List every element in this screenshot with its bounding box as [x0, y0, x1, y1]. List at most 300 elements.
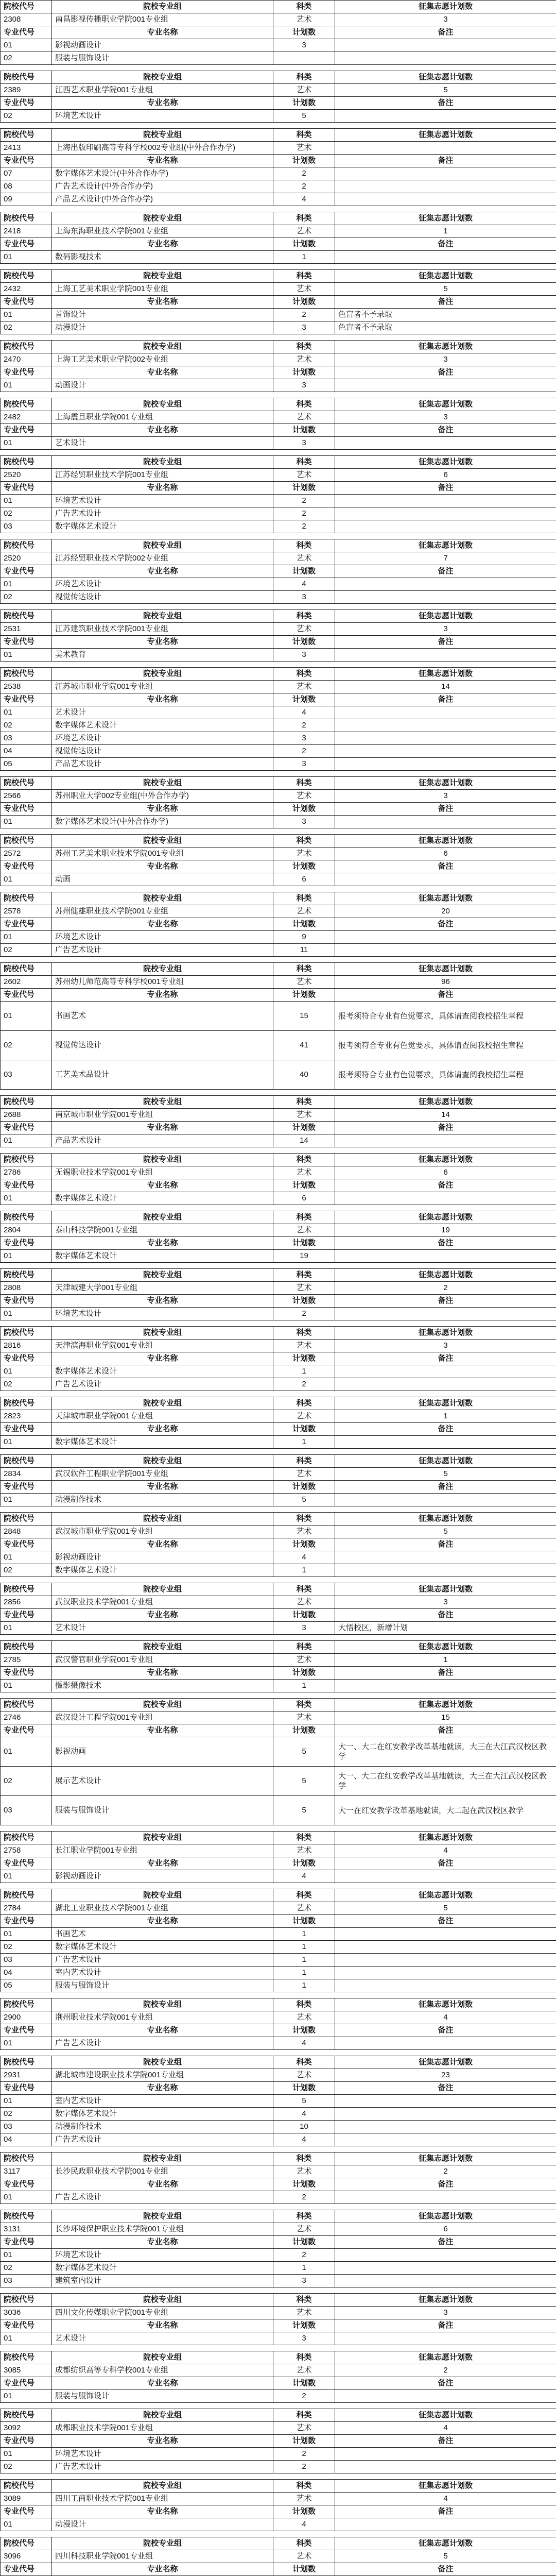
school-plan-total: 6 [335, 2223, 556, 2236]
major-code: 08 [1, 180, 52, 193]
col-header-school-group: 院校专业组 [52, 1327, 273, 1340]
school-code: 2389 [1, 84, 52, 97]
school-code: 3117 [1, 2165, 52, 2178]
school-category: 艺术 [273, 1711, 335, 1724]
major-plan-count: 3 [273, 39, 335, 52]
major-code: 01 [1, 1622, 52, 1635]
school-row [1, 790, 556, 803]
major-row [1, 1979, 556, 1992]
col-header-category: 科类 [273, 835, 335, 848]
school-table [0, 2537, 556, 2576]
col-header-major-code: 专业代号 [1, 424, 52, 437]
col-header-note: 备注 [335, 636, 556, 649]
major-code: 02 [1, 52, 52, 65]
major-row [1, 321, 556, 334]
col-header-school-code: 院校代号 [1, 668, 52, 681]
school-category: 艺术 [273, 1410, 335, 1423]
col-header-plan-total: 征集志愿计划数 [335, 1513, 556, 1526]
col-header-plan-total: 征集志愿计划数 [335, 2409, 556, 2422]
major-plan-count: 40 [273, 1060, 335, 1090]
major-header-row [1, 366, 556, 379]
major-row [1, 1870, 556, 1883]
col-header-category: 科类 [273, 1269, 335, 1282]
major-name: 室内艺术设计 [52, 2095, 273, 2108]
col-header-plan-count: 计划数 [273, 1352, 335, 1365]
col-header-category: 科类 [273, 2537, 335, 2550]
major-plan-count: 1 [273, 1564, 335, 1577]
school-row [1, 283, 556, 296]
col-header-major-name: 专业名称 [52, 1538, 273, 1551]
school-header-row [1, 2056, 556, 2069]
major-row [1, 2191, 556, 2204]
school-block [0, 2293, 556, 2345]
major-code: 03 [1, 2121, 52, 2133]
major-note: 大一、大二在红安教学改革基地就读，大三在大江武汉校区教学 [335, 1767, 556, 1796]
major-header-row [1, 860, 556, 873]
school-group-name: 四川科技职业学院001专业组 [52, 2550, 273, 2563]
major-note [335, 2461, 556, 2473]
major-row [1, 507, 556, 520]
school-row [1, 1654, 556, 1667]
major-plan-count: 3 [273, 2332, 335, 2345]
major-name: 产品艺术设计 [52, 758, 273, 771]
col-header-category: 科类 [273, 1397, 335, 1410]
col-header-school-code: 院校代号 [1, 1583, 52, 1596]
major-plan-count: 2 [273, 2390, 335, 2403]
col-header-school-group: 院校专业组 [52, 1, 273, 13]
major-code: 02 [1, 1031, 52, 1060]
major-note [335, 2262, 556, 2275]
col-header-major-code: 专业代号 [1, 2563, 52, 2576]
col-header-school-group: 院校专业组 [52, 1154, 273, 1166]
school-category: 艺术 [273, 2223, 335, 2236]
major-row [1, 309, 556, 321]
school-block [0, 455, 556, 533]
school-code: 2848 [1, 1526, 52, 1538]
school-group-name: 苏州工艺美术职业技术学院001专业组 [52, 848, 273, 860]
col-header-note: 备注 [335, 1609, 556, 1622]
major-note [335, 1941, 556, 1954]
major-header-row [1, 1481, 556, 1494]
major-name: 艺术设计 [52, 2332, 273, 2345]
school-block [0, 1211, 556, 1263]
major-row [1, 1737, 556, 1767]
col-header-school-code: 院校代号 [1, 1096, 52, 1109]
major-note: 报考须符合专业有色觉要求，具体请查阅我校招生章程 [335, 1031, 556, 1060]
school-table [0, 455, 556, 533]
col-header-plan-count: 计划数 [273, 1857, 335, 1870]
col-header-category: 科类 [273, 1583, 335, 1596]
major-header-row [1, 424, 556, 437]
col-header-category: 科类 [273, 1327, 335, 1340]
major-row [1, 1494, 556, 1506]
col-header-plan-count: 计划数 [273, 424, 335, 437]
col-header-plan-count: 计划数 [273, 2563, 335, 2576]
school-row [1, 1166, 556, 1179]
school-block [0, 776, 556, 828]
school-code: 2688 [1, 1109, 52, 1122]
school-category: 艺术 [273, 2069, 335, 2082]
major-note [335, 732, 556, 745]
school-category: 艺术 [273, 2493, 335, 2505]
major-row [1, 1622, 556, 1635]
school-row [1, 681, 556, 693]
school-category: 艺术 [273, 848, 335, 860]
col-header-school-group: 院校专业组 [52, 1998, 273, 2011]
col-header-school-code: 院校代号 [1, 2480, 52, 2493]
school-header-row [1, 1583, 556, 1596]
school-header-row [1, 1327, 556, 1340]
school-code: 2520 [1, 552, 52, 565]
col-header-school-code: 院校代号 [1, 835, 52, 848]
col-header-school-group: 院校专业组 [52, 1583, 273, 1596]
school-block [0, 1831, 556, 1883]
col-header-plan-count: 计划数 [273, 1609, 335, 1622]
col-header-note: 备注 [335, 565, 556, 578]
major-row [1, 379, 556, 392]
col-header-school-group: 院校专业组 [52, 71, 273, 84]
school-plan-total: 14 [335, 1109, 556, 1122]
col-header-school-group: 院校专业组 [52, 892, 273, 905]
school-row [1, 848, 556, 860]
major-note [335, 1494, 556, 1506]
col-header-major-name: 专业名称 [52, 1122, 273, 1134]
school-header-row [1, 1832, 556, 1844]
major-row [1, 649, 556, 662]
school-plan-total: 2 [335, 1282, 556, 1295]
major-row [1, 1365, 556, 1378]
col-header-school-code: 院校代号 [1, 1211, 52, 1224]
school-plan-total: 3 [335, 353, 556, 366]
school-table [0, 1831, 556, 1883]
major-plan-count: 2 [273, 309, 335, 321]
major-code: 05 [1, 1979, 52, 1992]
col-header-plan-total: 征集志愿计划数 [335, 456, 556, 469]
major-header-row [1, 2377, 556, 2390]
major-note [335, 706, 556, 719]
col-header-major-name: 专业名称 [52, 1724, 273, 1737]
school-group-name: 上海震旦职业学院001专业组 [52, 411, 273, 424]
col-header-school-code: 院校代号 [1, 398, 52, 411]
school-group-name: 江苏经贸职业技术学院001专业组 [52, 469, 273, 482]
col-header-category: 科类 [273, 2056, 335, 2069]
school-code: 2834 [1, 1468, 52, 1481]
major-plan-count: 5 [273, 1796, 335, 1825]
col-header-note: 备注 [335, 1179, 556, 1192]
col-header-school-group: 院校专业组 [52, 610, 273, 623]
col-header-plan-total: 征集志愿计划数 [335, 539, 556, 552]
school-block [0, 609, 556, 662]
school-category: 艺术 [273, 1282, 335, 1295]
school-category: 艺术 [273, 1844, 335, 1857]
school-header-row [1, 2409, 556, 2422]
major-plan-count: 5 [273, 110, 335, 123]
col-header-major-name: 专业名称 [52, 565, 273, 578]
school-block [0, 269, 556, 334]
major-header-row [1, 482, 556, 495]
major-code: 03 [1, 1060, 52, 1090]
major-plan-count: 5 [273, 1737, 335, 1767]
col-header-plan-total: 征集志愿计划数 [335, 129, 556, 142]
col-header-category: 科类 [273, 270, 335, 283]
school-table [0, 892, 556, 957]
school-table [0, 1326, 556, 1391]
major-name: 视觉传达设计 [52, 591, 273, 604]
col-header-category: 科类 [273, 610, 335, 623]
major-header-row [1, 2505, 556, 2518]
major-note: 大一在红安教学改革基地就读，大二起在武汉校区教学 [335, 1796, 556, 1825]
col-header-note: 备注 [335, 1667, 556, 1680]
major-row [1, 1436, 556, 1449]
col-header-plan-total: 征集志愿计划数 [335, 2153, 556, 2165]
major-code: 04 [1, 745, 52, 758]
major-header-row [1, 1352, 556, 1365]
major-plan-count: 2 [273, 495, 335, 507]
school-header-row [1, 456, 556, 469]
school-plan-total: 5 [335, 1468, 556, 1481]
major-header-row [1, 636, 556, 649]
major-name: 视觉传达设计 [52, 1031, 273, 1060]
major-name: 环境艺术设计 [52, 110, 273, 123]
school-block [0, 2409, 556, 2473]
col-header-school-code: 院校代号 [1, 1889, 52, 1902]
major-code: 01 [1, 437, 52, 450]
major-code: 01 [1, 1870, 52, 1883]
school-group-name: 苏州健雄职业技术学院001专业组 [52, 905, 273, 918]
major-row [1, 1308, 556, 1320]
school-block [0, 1268, 556, 1320]
school-header-row [1, 1641, 556, 1654]
school-category: 艺术 [273, 1596, 335, 1609]
school-category: 艺术 [273, 1526, 335, 1538]
major-header-row [1, 565, 556, 578]
school-code: 2418 [1, 225, 52, 238]
col-header-school-group: 院校专业组 [52, 2409, 273, 2422]
col-header-plan-count: 计划数 [273, 1237, 335, 1250]
col-header-plan-count: 计划数 [273, 803, 335, 816]
col-header-category: 科类 [273, 777, 335, 790]
major-name: 服装与服饰设计 [52, 2390, 273, 2403]
major-note [335, 2095, 556, 2108]
school-row [1, 2307, 556, 2319]
school-row [1, 84, 556, 97]
major-row [1, 2262, 556, 2275]
major-note: 色盲者不予录取 [335, 309, 556, 321]
school-block [0, 1640, 556, 1692]
major-name: 环境艺术设计 [52, 578, 273, 591]
major-plan-count: 2 [273, 2448, 335, 2461]
school-category: 艺术 [273, 790, 335, 803]
major-name: 广告艺术设计 [52, 1954, 273, 1967]
major-plan-count: 2 [273, 1378, 335, 1391]
major-row [1, 251, 556, 264]
major-code: 01 [1, 1308, 52, 1320]
major-note [335, 507, 556, 520]
col-header-major-code: 专业代号 [1, 2082, 52, 2095]
school-category: 艺术 [273, 2165, 335, 2178]
school-table [0, 1153, 556, 1205]
col-header-major-name: 专业名称 [52, 636, 273, 649]
major-code: 01 [1, 578, 52, 591]
col-header-school-code: 院校代号 [1, 71, 52, 84]
col-header-plan-total: 征集志愿计划数 [335, 398, 556, 411]
school-category: 艺术 [273, 225, 335, 238]
school-table [0, 71, 556, 123]
col-header-plan-count: 计划数 [273, 2377, 335, 2390]
school-plan-total [335, 142, 556, 155]
school-header-row [1, 1269, 556, 1282]
col-header-major-name: 专业名称 [52, 803, 273, 816]
col-header-plan-count: 计划数 [273, 2024, 335, 2037]
major-name: 环境艺术设计 [52, 2249, 273, 2262]
major-row [1, 1941, 556, 1954]
major-row [1, 578, 556, 591]
school-code: 2786 [1, 1166, 52, 1179]
major-header-row [1, 1179, 556, 1192]
school-table [0, 269, 556, 334]
school-category: 艺术 [273, 1654, 335, 1667]
major-note [335, 2448, 556, 2461]
col-header-major-name: 专业名称 [52, 1423, 273, 1436]
major-row [1, 732, 556, 745]
major-row [1, 1564, 556, 1577]
school-table [0, 2409, 556, 2473]
col-header-school-code: 院校代号 [1, 2537, 52, 2550]
school-group-name: 武汉城市职业学院001专业组 [52, 1526, 273, 1538]
major-code: 01 [1, 379, 52, 392]
col-header-major-name: 专业名称 [52, 860, 273, 873]
school-header-row [1, 212, 556, 225]
major-header-row [1, 1667, 556, 1680]
major-code: 01 [1, 2191, 52, 2204]
col-header-major-code: 专业代号 [1, 803, 52, 816]
major-note [335, 2275, 556, 2287]
school-category: 艺术 [273, 1109, 335, 1122]
school-plan-total: 5 [335, 1902, 556, 1915]
school-code: 2808 [1, 1282, 52, 1295]
col-header-major-code: 专业代号 [1, 26, 52, 39]
major-code: 03 [1, 2275, 52, 2287]
col-header-plan-count: 计划数 [273, 918, 335, 931]
major-plan-count: 1 [273, 2262, 335, 2275]
col-header-plan-total: 征集志愿计划数 [335, 2480, 556, 2493]
col-header-note: 备注 [335, 424, 556, 437]
major-note: 色盲者不予录取 [335, 321, 556, 334]
col-header-plan-total: 征集志愿计划数 [335, 1269, 556, 1282]
major-plan-count: 4 [273, 2133, 335, 2146]
school-block [0, 667, 556, 771]
col-header-major-name: 专业名称 [52, 1667, 273, 1680]
school-table [0, 2351, 556, 2403]
major-plan-count: 4 [273, 2518, 335, 2531]
col-header-plan-count: 计划数 [273, 1538, 335, 1551]
col-header-note: 备注 [335, 803, 556, 816]
school-header-row [1, 835, 556, 848]
col-header-note: 备注 [335, 1423, 556, 1436]
major-plan-count: 3 [273, 591, 335, 604]
major-name: 展示艺术设计 [52, 1767, 273, 1796]
major-note [335, 1551, 556, 1564]
school-row [1, 2493, 556, 2505]
col-header-major-code: 专业代号 [1, 1667, 52, 1680]
major-plan-count: 3 [273, 816, 335, 828]
school-group-name: 上海工艺美术职业学院001专业组 [52, 283, 273, 296]
col-header-category: 科类 [273, 1154, 335, 1166]
major-note [335, 2332, 556, 2345]
col-header-plan-count: 计划数 [273, 155, 335, 167]
col-header-plan-count: 计划数 [273, 693, 335, 706]
col-header-school-code: 院校代号 [1, 129, 52, 142]
major-name: 动漫设计 [52, 2518, 273, 2531]
major-row [1, 2037, 556, 2050]
major-note [335, 2518, 556, 2531]
school-code: 2823 [1, 1410, 52, 1423]
school-code: 2804 [1, 1224, 52, 1237]
school-group-name: 南昌影视传播职业学院001专业组 [52, 13, 273, 26]
major-row [1, 1250, 556, 1263]
school-plan-total: 1 [335, 1410, 556, 1423]
school-category: 艺术 [273, 469, 335, 482]
major-row [1, 1134, 556, 1147]
col-header-school-group: 院校专业组 [52, 668, 273, 681]
col-header-plan-total: 征集志愿计划数 [335, 1211, 556, 1224]
school-category: 艺术 [273, 84, 335, 97]
col-header-school-group: 院校专业组 [52, 835, 273, 848]
school-row [1, 1109, 556, 1122]
school-category: 艺术 [273, 976, 335, 989]
major-code: 01 [1, 2518, 52, 2531]
school-group-name: 无锡职业技术学院001专业组 [52, 1166, 273, 1179]
major-name: 服装与服饰设计 [52, 52, 273, 65]
major-row [1, 944, 556, 957]
col-header-school-group: 院校专业组 [52, 341, 273, 353]
major-note [335, 520, 556, 533]
major-plan-count: 2 [273, 719, 335, 732]
school-header-row [1, 1154, 556, 1166]
col-header-school-code: 院校代号 [1, 1455, 52, 1468]
major-header-row [1, 2435, 556, 2448]
major-note [335, 719, 556, 732]
major-note: 大悟校区，新增计划 [335, 1622, 556, 1635]
school-category: 艺术 [273, 353, 335, 366]
major-plan-count: 2 [273, 507, 335, 520]
school-category: 艺术 [273, 13, 335, 26]
school-table [0, 776, 556, 828]
major-row [1, 1680, 556, 1692]
col-header-school-code: 院校代号 [1, 2294, 52, 2307]
major-name: 书画艺术 [52, 1002, 273, 1031]
col-header-plan-total: 征集志愿计划数 [335, 1699, 556, 1711]
major-row [1, 1002, 556, 1031]
col-header-plan-count: 计划数 [273, 1915, 335, 1928]
school-group-name: 湖北城市建设职业技术学院001专业组 [52, 2069, 273, 2082]
school-block [0, 834, 556, 886]
school-row [1, 1844, 556, 1857]
col-header-plan-total: 征集志愿计划数 [335, 2294, 556, 2307]
school-row [1, 2550, 556, 2563]
major-header-row [1, 26, 556, 39]
major-row [1, 1031, 556, 1060]
school-plan-total: 19 [335, 1224, 556, 1237]
school-plan-total: 3 [335, 2307, 556, 2319]
major-row [1, 52, 556, 65]
school-code: 2413 [1, 142, 52, 155]
major-plan-count: 1 [273, 1979, 335, 1992]
col-header-major-name: 专业名称 [52, 2505, 273, 2518]
col-header-major-code: 专业代号 [1, 2178, 52, 2191]
col-header-plan-total: 征集志愿计划数 [335, 1832, 556, 1844]
col-header-major-name: 专业名称 [52, 2319, 273, 2332]
